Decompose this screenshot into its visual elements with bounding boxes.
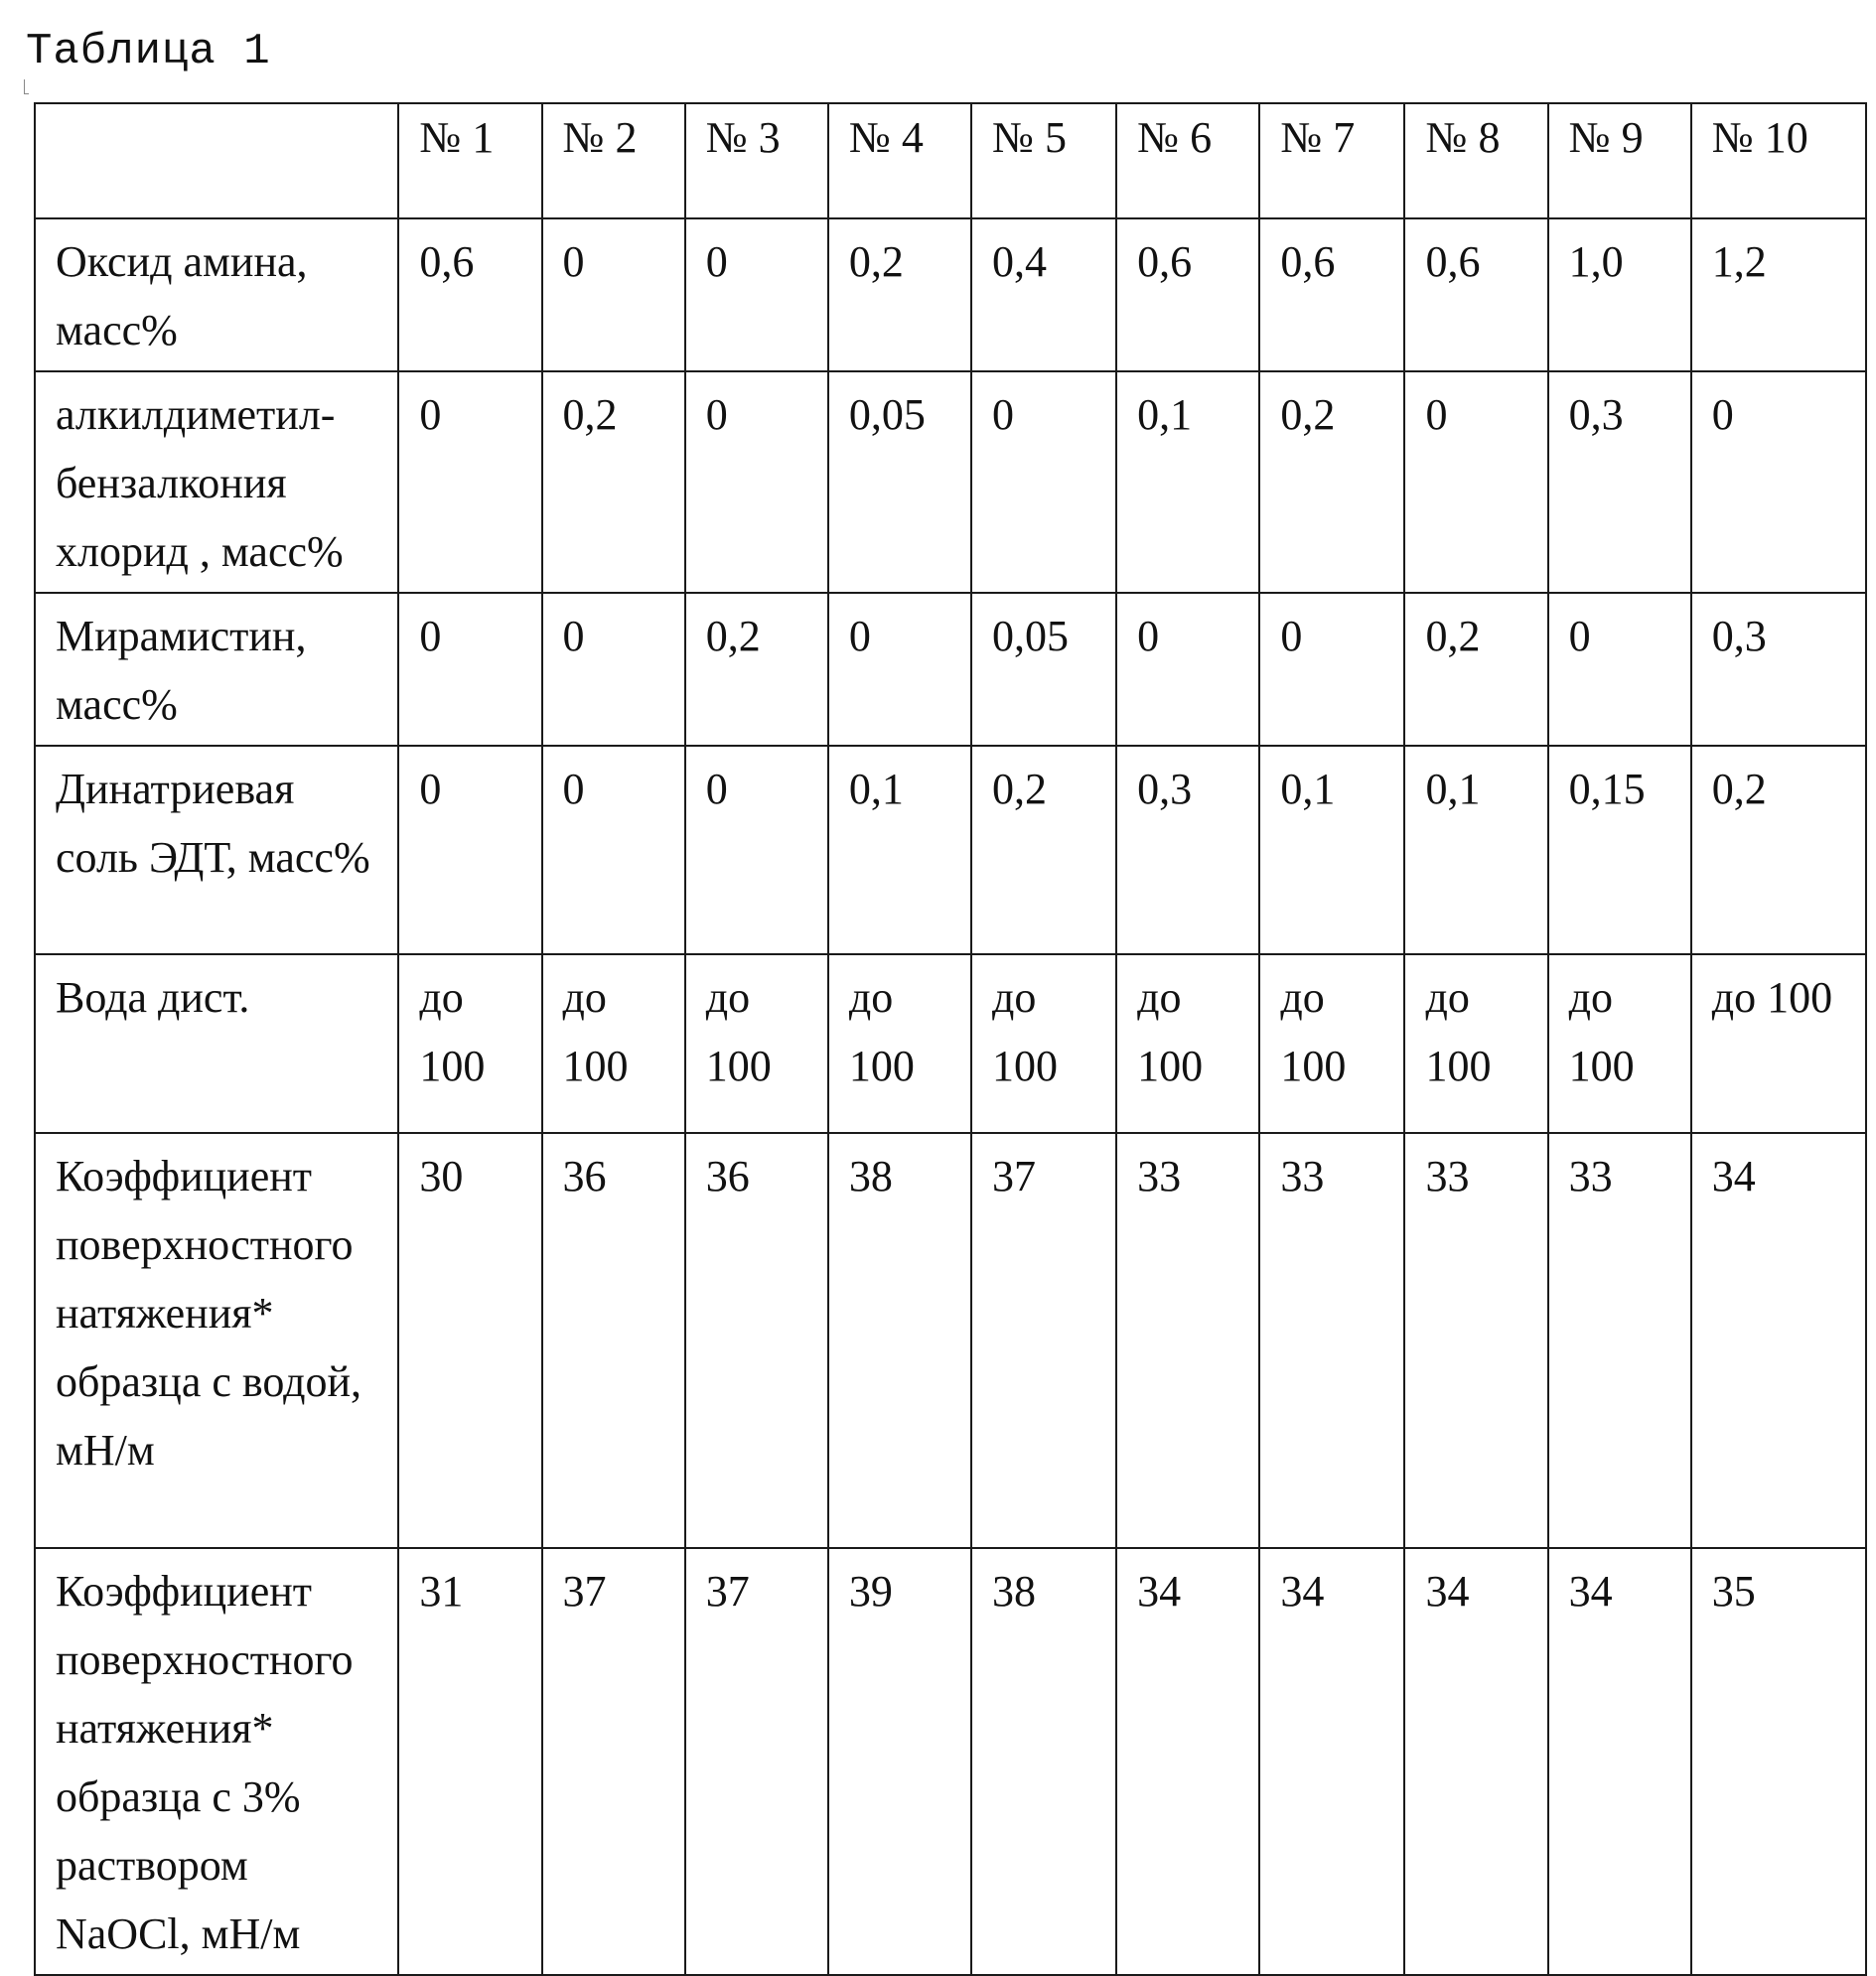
table-cell: 33 [1116, 1133, 1259, 1548]
table-cell: до 100 [685, 954, 828, 1133]
column-header: № 4 [828, 103, 971, 218]
table-cell: 0,3 [1691, 593, 1866, 746]
table-cell: 33 [1259, 1133, 1404, 1548]
table-cell: 0,1 [1259, 746, 1404, 954]
header-corner-cell [35, 103, 398, 218]
table-cell: до 100 [1404, 954, 1547, 1133]
table-cell: 38 [828, 1133, 971, 1548]
table-cell: 0,2 [1691, 746, 1866, 954]
table-cell: 0,05 [971, 593, 1116, 746]
table-cell: 30 [398, 1133, 541, 1548]
table-cell: 38 [971, 1548, 1116, 1975]
table-cell: до 100 [1259, 954, 1404, 1133]
table-cell: 0 [685, 218, 828, 371]
column-header: № 2 [542, 103, 685, 218]
table-cell: 0,1 [1404, 746, 1547, 954]
table-cell: до 100 [542, 954, 685, 1133]
table-cell: 34 [1259, 1548, 1404, 1975]
table-cell: 0 [542, 746, 685, 954]
table-cell: 0,2 [1404, 593, 1547, 746]
row-label: алкилдиметил-бензалкония хлорид , масс% [35, 371, 398, 593]
table-cell: 0,2 [1259, 371, 1404, 593]
column-header: № 1 [398, 103, 541, 218]
table-cell: 0 [685, 746, 828, 954]
table-cell: 34 [1116, 1548, 1259, 1975]
table-cell: 0,1 [828, 746, 971, 954]
table-cell: 34 [1404, 1548, 1547, 1975]
table-cell: 0,6 [398, 218, 541, 371]
row-label: Оксид амина, масс% [35, 218, 398, 371]
table-cell: 0,2 [685, 593, 828, 746]
table-cell: 1,0 [1548, 218, 1691, 371]
table-cell: 31 [398, 1548, 541, 1975]
table-cell: 0,1 [1116, 371, 1259, 593]
table-cell: 37 [542, 1548, 685, 1975]
table-row [35, 1133, 1866, 1548]
row-label: Мирамистин, масс% [35, 593, 398, 746]
table-cell: 33 [1404, 1133, 1547, 1548]
table-cell: 0,6 [1259, 218, 1404, 371]
column-header: № 10 [1691, 103, 1866, 218]
table-cell: 0 [398, 746, 541, 954]
table-cell: 0 [398, 593, 541, 746]
paragraph-mark [24, 79, 29, 94]
column-header: № 5 [971, 103, 1116, 218]
table-cell: до 100 [1548, 954, 1691, 1133]
table-cell: 0 [398, 371, 541, 593]
table-cell: 0 [1691, 371, 1866, 593]
table-cell: 0 [542, 593, 685, 746]
row-label: Коэффициент поверхностного натяжения* образца с водой, мН/м [35, 1133, 398, 1548]
table-row [35, 371, 1866, 593]
table-cell: 0,3 [1548, 371, 1691, 593]
column-header: № 6 [1116, 103, 1259, 218]
table-cell: 35 [1691, 1548, 1866, 1975]
column-header: № 9 [1548, 103, 1691, 218]
table-cell: до 100 [398, 954, 541, 1133]
table-cell: 0 [685, 371, 828, 593]
table-row [35, 746, 1866, 954]
table-cell: до 100 [1691, 954, 1866, 1133]
table-cell: 0 [971, 371, 1116, 593]
table-cell: 0,15 [1548, 746, 1691, 954]
table-cell: 0 [1548, 593, 1691, 746]
column-header: № 8 [1404, 103, 1547, 218]
table-cell: 37 [971, 1133, 1116, 1548]
table-cell: 39 [828, 1548, 971, 1975]
table-cell: 0,2 [828, 218, 971, 371]
table-cell: 37 [685, 1548, 828, 1975]
table-cell: 36 [685, 1133, 828, 1548]
table-cell: 1,2 [1691, 218, 1866, 371]
table-cell: 34 [1691, 1133, 1866, 1548]
table-cell: до 100 [828, 954, 971, 1133]
table-cell: 0 [1404, 371, 1547, 593]
column-header: № 3 [685, 103, 828, 218]
table-cell: 0,6 [1404, 218, 1547, 371]
column-header: № 7 [1259, 103, 1404, 218]
table-cell: 0,6 [1116, 218, 1259, 371]
table-cell: до 100 [971, 954, 1116, 1133]
table-cell: 0,2 [542, 371, 685, 593]
row-label: Коэффициент поверхностного натяжения* образца с 3% раствором NaOCl, мН/м [35, 1548, 398, 1975]
table-cell: 0,2 [971, 746, 1116, 954]
table-cell: 34 [1548, 1548, 1691, 1975]
table-row [35, 954, 1866, 1133]
table-cell: 0 [1259, 593, 1404, 746]
row-label: Вода дист. [35, 954, 398, 1133]
table-cell: 0,3 [1116, 746, 1259, 954]
header-row [35, 103, 1866, 218]
table-cell: 33 [1548, 1133, 1691, 1548]
table-cell: 0 [1116, 593, 1259, 746]
table-row [35, 1548, 1866, 1975]
table-row [35, 218, 1866, 371]
table-cell: до 100 [1116, 954, 1259, 1133]
table-caption: Таблица 1 [26, 27, 271, 76]
table-cell: 0 [828, 593, 971, 746]
table-cell: 0 [542, 218, 685, 371]
table-row [35, 593, 1866, 746]
composition-table [34, 102, 1867, 1976]
row-label: Динатриевая соль ЭДТ, масс% [35, 746, 398, 954]
table-cell: 0,05 [828, 371, 971, 593]
table-cell: 0,4 [971, 218, 1116, 371]
table-cell: 36 [542, 1133, 685, 1548]
